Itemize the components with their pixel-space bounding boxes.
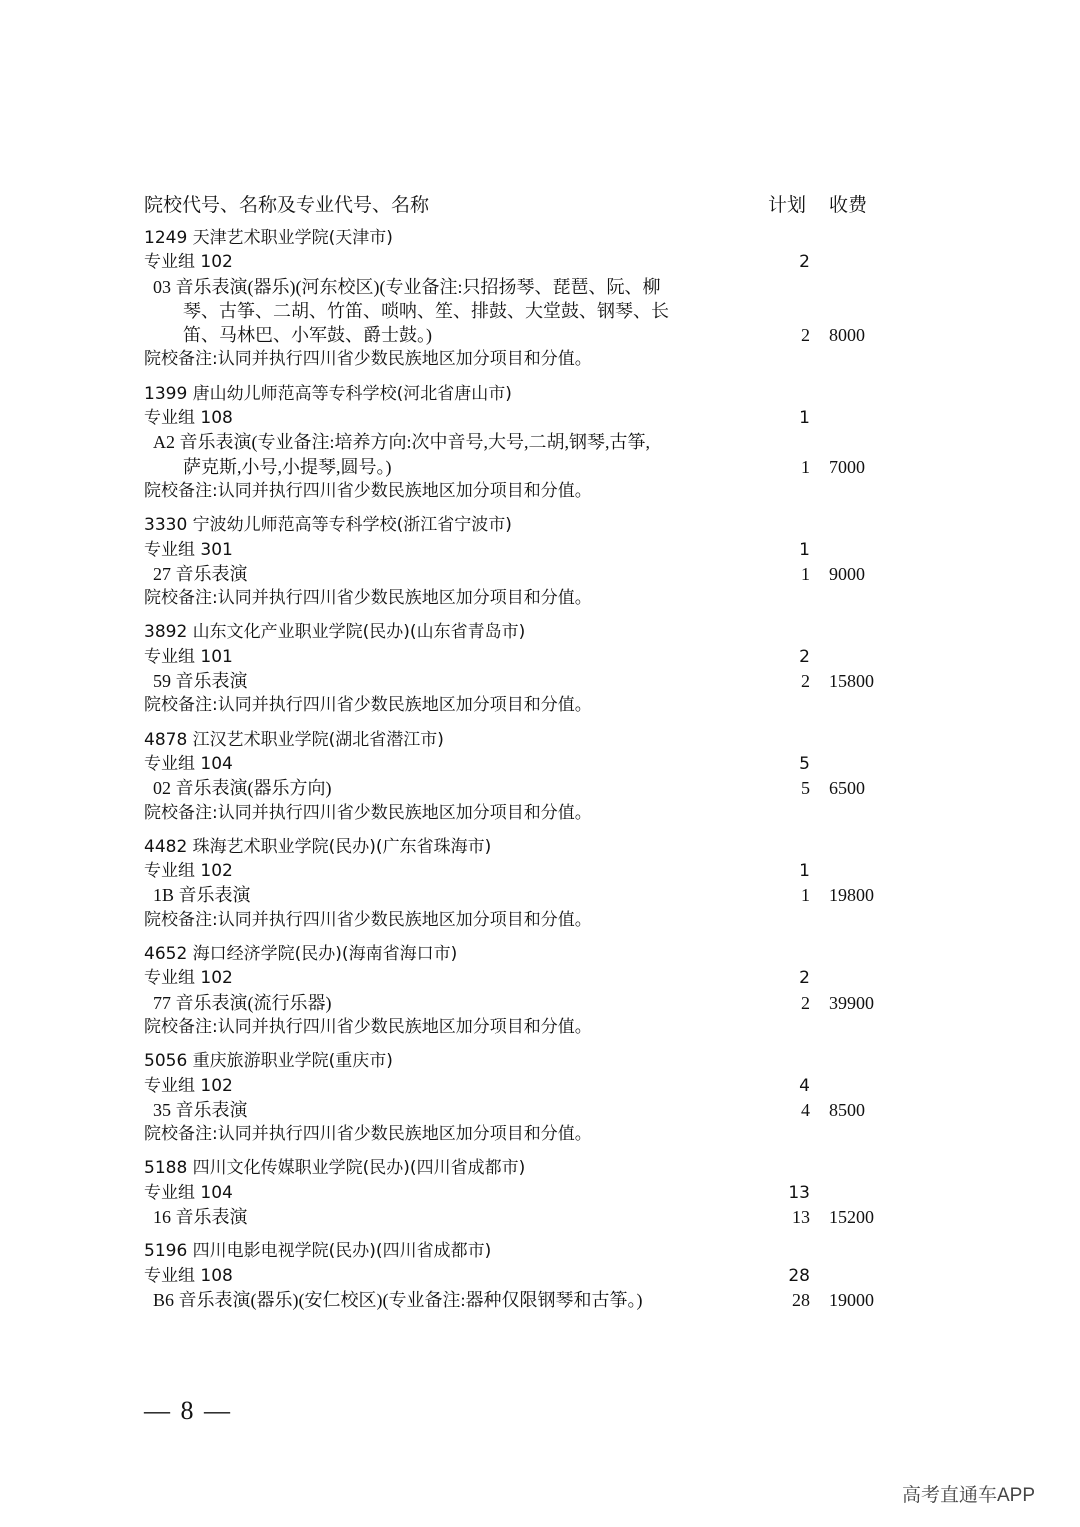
plan-count: 4 xyxy=(799,1075,810,1096)
line-text: 院校备注:认同并执行四川省少数民族地区加分项目和分值。 xyxy=(144,909,592,930)
fee-amount: 15200 xyxy=(829,1206,874,1227)
group-line xyxy=(0,966,1080,990)
line-text: 3330 宁波幼儿师范高等专科学校(浙江省宁波市) xyxy=(144,515,512,536)
line-text: 院校备注:认同并执行四川省少数民族地区加分项目和分值。 xyxy=(144,1016,592,1037)
school-note xyxy=(0,801,1080,825)
major-line xyxy=(0,669,1080,693)
major-line xyxy=(0,1205,1080,1229)
spacer xyxy=(0,610,1080,620)
school-line xyxy=(0,728,1080,752)
spacer xyxy=(0,372,1080,382)
header-plan: 计划 xyxy=(768,194,807,216)
school-line xyxy=(0,382,1080,406)
fee-amount: 7000 xyxy=(829,456,865,477)
school-line xyxy=(0,835,1080,859)
table-header xyxy=(0,190,1080,216)
line-text: 5196 四川电影电视学院(民办)(四川省成都市) xyxy=(144,1241,492,1262)
school-note xyxy=(0,347,1080,371)
plan-count: 13 xyxy=(788,1182,810,1203)
line-text: 59 音乐表演 xyxy=(153,671,248,692)
line-text: 16 音乐表演 xyxy=(153,1206,248,1227)
school-line xyxy=(0,942,1080,966)
fee-amount: 19800 xyxy=(829,885,874,906)
plan-count: 2 xyxy=(799,646,810,667)
school-note xyxy=(0,586,1080,610)
plan-count: 4 xyxy=(801,1099,810,1120)
fee-amount: 19000 xyxy=(829,1289,874,1310)
line-text: 02 音乐表演(器乐方向) xyxy=(153,778,332,799)
line-text: B6 音乐表演(器乐)(安仁校区)(专业备注:器种仅限钢琴和古筝。) xyxy=(153,1289,643,1310)
plan-count: 1 xyxy=(799,539,810,560)
line-text: 1249 天津艺术职业学院(天津市) xyxy=(144,228,393,248)
group-line xyxy=(0,250,1080,274)
line-text: 专业组 108 xyxy=(144,408,233,429)
spacer xyxy=(0,1039,1080,1049)
group-line xyxy=(0,1181,1080,1205)
line-text: 专业组 104 xyxy=(144,1182,233,1203)
major-line xyxy=(0,1098,1080,1122)
line-text: 77 音乐表演(流行乐器) xyxy=(153,992,332,1013)
major-continuation xyxy=(0,323,1080,347)
line-text: 3892 山东文化产业职业学院(民办)(山东省青岛市) xyxy=(144,622,526,643)
plan-count: 28 xyxy=(788,1265,810,1286)
group-line xyxy=(0,406,1080,430)
line-text: 1399 唐山幼儿师范高等专科学校(河北省唐山市) xyxy=(144,383,512,404)
spacer xyxy=(0,503,1080,513)
major-line xyxy=(0,776,1080,800)
line-text: 5188 四川文化传媒职业学院(民办)(四川省成都市) xyxy=(144,1158,526,1179)
spacer xyxy=(0,825,1080,835)
plan-count: 1 xyxy=(799,861,810,882)
group-line xyxy=(0,1074,1080,1098)
line-text: 03 音乐表演(器乐)(河东校区)(专业备注:只招扬琴、琵琶、阮、柳 xyxy=(153,276,661,297)
spacer xyxy=(0,1229,1080,1239)
group-line xyxy=(0,538,1080,562)
line-text: 笛、马林巴、小军鼓、爵士鼓。) xyxy=(183,325,432,346)
plan-count: 1 xyxy=(801,456,810,477)
major-line xyxy=(0,883,1080,907)
group-line xyxy=(0,859,1080,883)
plan-count: 2 xyxy=(799,252,810,273)
fee-amount: 6500 xyxy=(829,778,865,799)
line-text: 1B 音乐表演 xyxy=(153,885,251,906)
group-line xyxy=(0,752,1080,776)
group-line xyxy=(0,1264,1080,1288)
line-text: 院校备注:认同并执行四川省少数民族地区加分项目和分值。 xyxy=(144,349,592,370)
fee-amount: 15800 xyxy=(829,671,874,692)
school-note xyxy=(0,1015,1080,1039)
school-note xyxy=(0,479,1080,503)
line-text: 4878 江汉艺术职业学院(湖北省潜江市) xyxy=(144,729,444,750)
school-note xyxy=(0,693,1080,717)
line-text: 专业组 101 xyxy=(144,646,233,667)
major-line xyxy=(0,430,1080,454)
enrollment-list xyxy=(0,226,1080,1312)
spacer xyxy=(0,1146,1080,1156)
plan-count: 5 xyxy=(801,778,810,799)
line-text: 专业组 102 xyxy=(144,968,233,989)
major-line xyxy=(0,562,1080,586)
line-text: 萨克斯,小号,小提琴,圆号。) xyxy=(183,456,392,477)
line-text: 琴、古筝、二胡、竹笛、唢呐、笙、排鼓、大堂鼓、钢琴、长 xyxy=(183,300,669,321)
plan-count: 1 xyxy=(801,885,810,906)
line-text: 专业组 102 xyxy=(144,1075,233,1096)
plan-count: 2 xyxy=(801,671,810,692)
fee-amount: 8500 xyxy=(829,1099,865,1120)
spacer xyxy=(0,932,1080,942)
school-line xyxy=(0,620,1080,644)
plan-count: 5 xyxy=(799,753,810,774)
school-line xyxy=(0,513,1080,537)
group-line xyxy=(0,645,1080,669)
line-text: 院校备注:认同并执行四川省少数民族地区加分项目和分值。 xyxy=(144,695,592,716)
plan-count: 2 xyxy=(799,968,810,989)
school-line xyxy=(0,1049,1080,1073)
line-text: 专业组 104 xyxy=(144,753,233,774)
line-text: 院校备注:认同并执行四川省少数民族地区加分项目和分值。 xyxy=(144,802,592,823)
line-text: 专业组 102 xyxy=(144,252,233,273)
major-continuation xyxy=(0,299,1080,323)
plan-count: 1 xyxy=(799,408,810,429)
line-text: 院校备注:认同并执行四川省少数民族地区加分项目和分值。 xyxy=(144,588,592,609)
fee-amount: 9000 xyxy=(829,563,865,584)
header-name: 院校代号、名称及专业代号、名称 xyxy=(144,194,430,216)
line-text: A2 音乐表演(专业备注:培养方向:次中音号,大号,二胡,钢琴,古筝, xyxy=(153,432,650,453)
plan-count: 28 xyxy=(792,1289,810,1310)
major-line xyxy=(0,991,1080,1015)
line-text: 27 音乐表演 xyxy=(153,563,248,584)
line-text: 专业组 102 xyxy=(144,861,233,882)
plan-count: 13 xyxy=(792,1206,810,1227)
plan-count: 1 xyxy=(801,563,810,584)
page-number: — 8 — xyxy=(144,1396,232,1425)
line-text: 专业组 301 xyxy=(144,539,233,560)
school-line xyxy=(0,226,1080,250)
line-text: 5056 重庆旅游职业学院(重庆市) xyxy=(144,1051,393,1072)
major-line xyxy=(0,275,1080,299)
line-text: 4482 珠海艺术职业学院(民办)(广东省珠海市) xyxy=(144,836,492,857)
watermark: 高考直通车APP xyxy=(902,1485,1036,1506)
school-note xyxy=(0,908,1080,932)
fee-amount: 8000 xyxy=(829,325,865,346)
school-line xyxy=(0,1156,1080,1180)
fee-amount: 39900 xyxy=(829,992,874,1013)
school-note xyxy=(0,1122,1080,1146)
line-text: 35 音乐表演 xyxy=(153,1099,248,1120)
school-line xyxy=(0,1239,1080,1263)
line-text: 院校备注:认同并执行四川省少数民族地区加分项目和分值。 xyxy=(144,1124,592,1145)
line-text: 专业组 108 xyxy=(144,1265,233,1286)
header-fee: 收费 xyxy=(829,194,868,216)
spacer xyxy=(0,718,1080,728)
plan-count: 2 xyxy=(801,992,810,1013)
line-text: 4652 海口经济学院(民办)(海南省海口市) xyxy=(144,944,458,965)
major-line xyxy=(0,1288,1080,1312)
line-text: 院校备注:认同并执行四川省少数民族地区加分项目和分值。 xyxy=(144,480,592,501)
major-continuation xyxy=(0,455,1080,479)
plan-count: 2 xyxy=(801,325,810,346)
